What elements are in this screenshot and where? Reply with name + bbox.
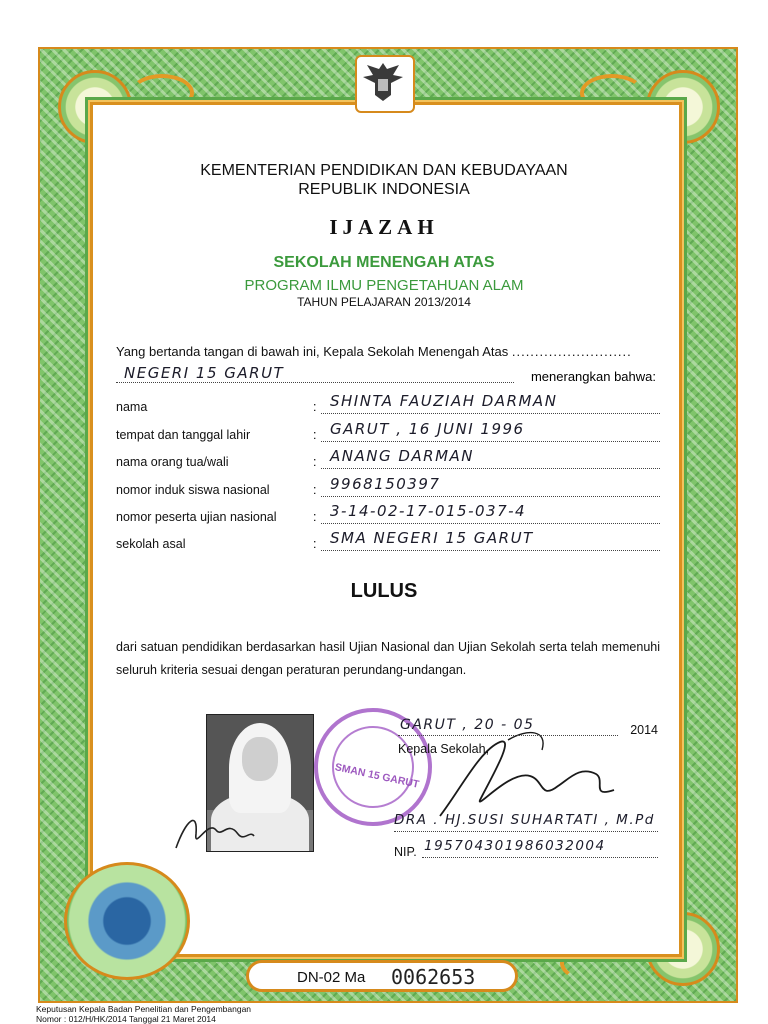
intro-tail: menerangkan bahwa: xyxy=(530,369,656,384)
field-row-parent xyxy=(116,447,660,473)
issue-year: 2014 xyxy=(630,723,658,737)
principal-nip-line xyxy=(394,838,658,860)
field-colon: : xyxy=(313,455,317,469)
dotted-line xyxy=(394,831,658,832)
ministry-heading xyxy=(0,161,768,199)
intro-dots: .......................... xyxy=(511,344,632,359)
principal-title: Kepala Sekolah, xyxy=(398,742,490,756)
field-label: nomor induk siswa nasional xyxy=(116,483,270,497)
nip-value-handwritten: 195704301986032004 xyxy=(424,838,606,854)
field-label: nama xyxy=(116,400,148,414)
field-value: 3-14-02-17-015-037-4 xyxy=(330,502,527,520)
ministry-seal xyxy=(64,862,190,980)
field-value: 9968150397 xyxy=(330,475,441,493)
field-value: ANANG DARMAN xyxy=(330,447,475,465)
intro-statement xyxy=(116,344,632,359)
garuda-emblem xyxy=(355,55,415,113)
place-date-line xyxy=(398,717,658,739)
serial-number: 0062653 xyxy=(391,965,476,989)
dotted-line xyxy=(321,468,660,469)
dotted-line xyxy=(321,413,660,414)
field-label: nama orang tua/wali xyxy=(116,455,229,469)
academic-year: TAHUN PELAJARAN 2013/2014 xyxy=(297,295,471,309)
field-label: nomor peserta ujian nasional xyxy=(116,510,277,524)
field-row-name xyxy=(116,392,660,418)
pass-status: LULUS xyxy=(350,580,418,602)
field-value: SHINTA FAUZIAH DARMAN xyxy=(330,392,558,410)
decree-line-1: Keputusan Kepala Badan Penelitian dan Pengembangan xyxy=(36,1004,252,1014)
dotted-line xyxy=(116,382,514,383)
certificate-title: IJAZAH xyxy=(329,215,439,239)
dotted-line xyxy=(321,550,660,551)
field-row-birth xyxy=(116,420,660,446)
photo-face xyxy=(242,737,278,781)
student-signature xyxy=(168,790,258,860)
serial-prefix: DN-02 Ma xyxy=(297,969,366,986)
school-name-line xyxy=(116,364,656,386)
school-name-handwritten: NEGERI 15 GARUT xyxy=(124,364,285,382)
school-type: SEKOLAH MENENGAH ATAS xyxy=(273,254,495,271)
dotted-line xyxy=(321,523,660,524)
program-name: PROGRAM ILMU PENGETAHUAN ALAM xyxy=(244,277,524,294)
ministry-line-1: KEMENTERIAN PENDIDIKAN DAN KEBUDAYAAN xyxy=(200,162,568,179)
field-colon: : xyxy=(313,428,317,442)
field-colon: : xyxy=(313,483,317,497)
field-colon: : xyxy=(313,510,317,524)
dotted-line xyxy=(321,441,660,442)
statement-text: dari satuan pendidikan berdasarkan hasil Ujian Nasional dan Ujian Sekolah serta telah memenuhi seluruh kriteria sesuai dengan peraturan perundang-undangan. xyxy=(116,640,660,677)
field-row-exam-number xyxy=(116,502,660,528)
field-row-nisn xyxy=(116,475,660,501)
field-value: SMA NEGERI 15 GARUT xyxy=(330,529,534,547)
field-colon: : xyxy=(313,400,317,414)
nip-label: NIP. xyxy=(394,845,417,859)
ministry-line-2: REPUBLIK INDONESIA xyxy=(298,181,470,198)
dotted-line xyxy=(321,496,660,497)
decree-footnote xyxy=(36,1004,251,1024)
field-row-origin-school xyxy=(116,529,660,555)
place-date-handwritten: GARUT , 20 - 05 xyxy=(400,717,535,733)
decree-line-2: Nomor : 012/H/HK/2014 Tanggal 21 Maret 2014 xyxy=(36,1014,216,1024)
field-value: GARUT , 16 JUNI 1996 xyxy=(330,420,525,438)
dotted-line xyxy=(422,857,658,858)
dotted-line xyxy=(398,735,618,736)
serial-number-box xyxy=(246,960,518,992)
field-label: tempat dan tanggal lahir xyxy=(116,428,251,442)
field-colon: : xyxy=(313,537,317,551)
stamp-text: SMAN 15 GARUT xyxy=(333,761,421,791)
intro-text: Yang bertanda tangan di bawah ini, Kepala Sekolah Menengah Atas xyxy=(116,344,509,359)
principal-name-line xyxy=(394,812,658,834)
principal-name-handwritten: DRA . HJ.SUSI SUHARTATI , M.Pd xyxy=(394,812,655,828)
garuda-emblem-icon xyxy=(357,57,409,107)
field-label: sekolah asal xyxy=(116,537,186,551)
